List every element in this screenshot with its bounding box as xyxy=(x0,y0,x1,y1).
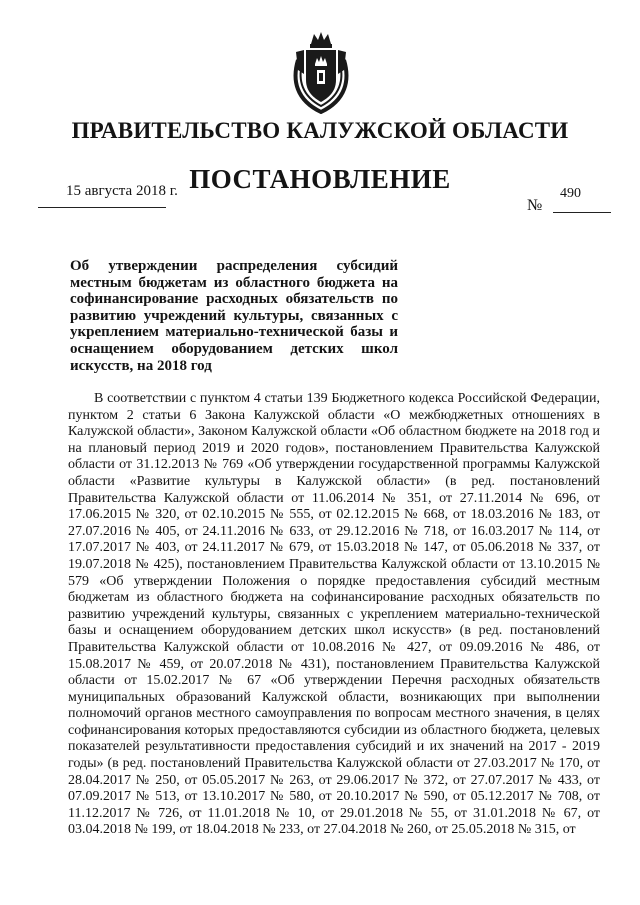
document-subject: Об утверждении распределения субсидий местным бюджетам из областного бюджета на софинансирование расходных обязательств по развитию учреждений культуры, связанных с укреплением материально-технической базы и оснащением оборудованием детских школ искусств, на 2018 год xyxy=(70,258,398,374)
date-underline xyxy=(38,207,166,208)
document-number-label: № xyxy=(527,197,543,214)
document-number: 490 xyxy=(560,186,581,201)
document-body: В соответствии с пунктом 4 статьи 139 Бюджетного кодекса Российской Федерации, пунктом 2 статьи 6 Закона Калужской области «О межбюджетных отношениях в Калужской области», Законом Калужской области «Об областном бюджете на 2018 год и на плановый период 2019 и 2020 годов», постановлением Правительства Калужской области от 31.12.2013 № 769 «Об утверждении государственной программы Калужской области «Развитие культуры в Калужской области» (в ред. постановлений Правительства Калужской области от 11.06.2014 № 351, от 27.11.2014 № 696, от 17.06.2015 № 320, от 02.10.2015 № 555, от 02.12.2015 № 668, от 18.03.2016 № 183, от 27.07.2016 № 405, от 24.11.2016 № 633, от 29.12.2016 № 718, от 16.03.2017 № 114, от 17.07.2017 № 403, от 24.11.2017 № 679, от 15.03.2018 № 147, от 05.06.2018 № 337, от 19.07.2018 № 425), постановлением Правительства Калужской области от 13.10.2015 № 579 «Об утверждении Положения о порядке предоставления субсидий местным бюджетам из областного бюджета на софинансирование расходных обязательств по развитию учреждений культуры, связанных с укреплением материально-технической базы и оснащением оборудованием детских школ искусств» (в ред. постановлений Правительства Калужской области от 10.08.2016 № 427, от 09.09.2016 № 486, от 15.08.2017 № 459, от 20.07.2018 № 431), постановлением Правительства Калужской области от 15.02.2017 № 67 «Об утверждении Перечня расходных обязательств муниципальных образований Калужской области, возникающих при выполнении полномочий органов местного самоуправления по вопросам местного значения, в целях софинансирования которых предоставляются субсидии из областного бюджета, целевых показателей результативности предоставления субсидий и их значений на 2017 - 2019 годы» (в ред. постановлений Правительства Калужской области от 27.03.2017 № 170, от 28.04.2017 № 250, от 05.05.2017 № 263, от 29.06.2017 № 372, от 27.07.2017 № 433, от 07.09.2017 № 513, от 13.10.2017 № 580, от 20.10.2017 № 590, от 05.12.2017 № 708, от 11.12.2017 № 726, от 11.01.2018 № 10, от 29.01.2018 № 55, от 31.01.2018 № 67, от 03.04.2018 № 199, от 18.04.2018 № 233, от 27.04.2018 № 260, от 25.05.2018 № 315, от xyxy=(68,391,600,838)
government-title: ПРАВИТЕЛЬСТВО КАЛУЖСКОЙ ОБЛАСТИ xyxy=(71,118,569,143)
number-underline xyxy=(553,212,611,213)
document-type-title: ПОСТАНОВЛЕНИЕ xyxy=(189,164,451,194)
coat-of-arms-emblem xyxy=(290,30,352,114)
document-date: 15 августа 2018 г. xyxy=(66,183,178,199)
